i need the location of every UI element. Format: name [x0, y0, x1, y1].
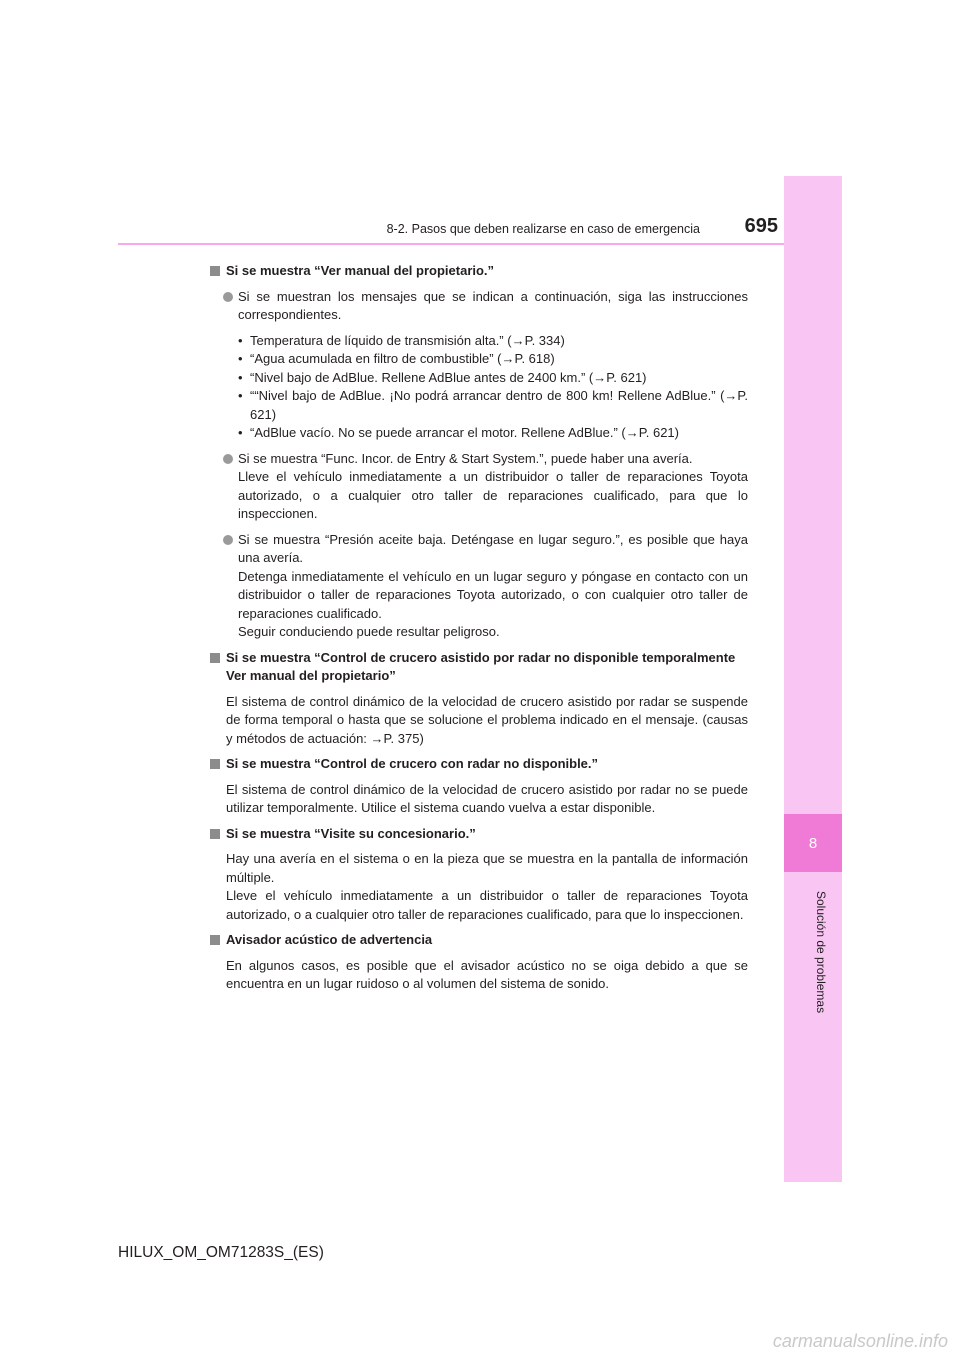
paragraph-warning-buzzer: En algunos casos, es posible que el avisador acústico no se oiga debido a que se encuentra en un lugar ruidoso o al volumen del sistema de sonido. [226, 957, 748, 991]
bullet-entry-start [210, 450, 748, 524]
section-title: 8-2. Pasos que deben realizarse en caso de emergencia [386, 222, 700, 236]
chapter-number: 8 [808, 834, 818, 852]
list-item: • “Nivel bajo de AdBlue. Rellene AdBlue antes de 2400 km.” (→P. 621) [238, 369, 748, 388]
page-content [210, 255, 748, 994]
watermark: carmanualsonline.info [772, 1331, 948, 1351]
paragraph-visit-dealer [210, 850, 748, 924]
paragraph-text: Hay una avería en el sistema o en la pieza que se muestra en la pantalla de información múltiple. [226, 851, 748, 885]
heading-radar-temporal: Si se muestra “Control de crucero asistido por radar no disponible temporalmente Ver manual del propietario” [210, 649, 748, 686]
chapter-side-tab [784, 176, 842, 1182]
heading-visit-dealer: Si se muestra “Visite su concesionario.” [210, 825, 748, 844]
page-number: 695 [744, 215, 778, 237]
bullet-text: Si se muestra “Presión aceite baja. Deténgase en lugar seguro.”, es posible que haya una avería. [238, 531, 748, 565]
bullet-messages [210, 288, 748, 325]
paragraph-text: Lleve el vehículo inmediatamente a un distribuidor o taller de reparaciones Toyota autorizado, o a cualquier otro taller de reparaciones cualificado, para que lo inspeccionen. [226, 888, 748, 922]
bullet-text: Seguir conduciendo puede resultar peligroso. [238, 624, 500, 639]
bullet-dot-icon [223, 535, 233, 545]
heading-radar-unavailable: Si se muestra “Control de crucero con radar no disponible.” [210, 755, 748, 774]
list-item: • “Agua acumulada en filtro de combustible” (→P. 618) [238, 350, 748, 369]
header-divider [118, 243, 784, 245]
heading-ver-manual: Si se muestra “Ver manual del propietario.” [210, 262, 748, 281]
bullet-oil-pressure [210, 531, 748, 642]
list-item: • Temperatura de líquido de transmisión alta.” (→P. 334) [238, 332, 748, 351]
list-item: • “AdBlue vacío. No se puede arrancar el motor. Rellene AdBlue.” (→P. 621) [238, 424, 748, 443]
bullet-text: Si se muestra “Func. Incor. de Entry & Start System.”, puede haber una avería. [238, 450, 693, 466]
paragraph-radar-temporal: El sistema de control dinámico de la velocidad de crucero asistido por radar se suspende de forma temporal o hasta que se solucione el problema indicado en el mensaje. (causas y métodos de actuación: →P. 375) [226, 693, 748, 746]
message-list [210, 332, 748, 443]
list-item: • ““Nivel bajo de AdBlue. ¡No podrá arrancar dentro de 800 km! Rellene AdBlue.” (→P. 621) [238, 387, 748, 424]
heading-warning-buzzer: Avisador acústico de advertencia [210, 931, 748, 950]
bullet-text: Detenga inmediatamente el vehículo en un lugar seguro y póngase en contacto con un distribuidor o taller de reparaciones Toyota autorizado, o con cualquier otro taller de reparaciones cualificado. [238, 568, 748, 621]
bullet-dot-icon [223, 292, 233, 302]
bullet-dot-icon [223, 454, 233, 464]
paragraph-radar-unavailable: El sistema de control dinámico de la velocidad de crucero asistido por radar no se puede utilizar temporalmente. Utilice el sistema cuando vuelva a estar disponible. [226, 781, 748, 815]
document-id: HILUX_OM_OM71283S_(ES) [118, 1244, 324, 1261]
chapter-label: Solución de problemas [814, 890, 828, 1014]
bullet-text: Lleve el vehículo inmediatamente a un distribuidor o taller de reparaciones Toyota autorizado, o a cualquier otro taller de reparaciones cualificado, para que lo inspeccionen. [238, 469, 748, 521]
bullet-text: Si se muestran los mensajes que se indican a continuación, siga las instrucciones correspondientes. [238, 288, 748, 322]
